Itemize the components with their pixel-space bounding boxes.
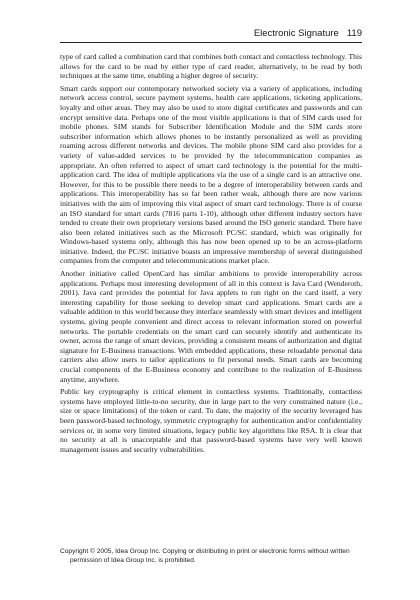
page-number: 119 — [346, 28, 362, 39]
running-title: Electronic Signature — [253, 28, 339, 39]
permission-line: permission of Idea Group Inc. is prohibited. — [70, 556, 196, 564]
paragraph-opencard-java-card: Another initiative called OpenCard has similar ambitions to provide interoperability across applications. Perhaps most interesting development of all in this context is Java Card (Wenderoth, 2001). Java card provides the potential for Java applets to run right on the card itself, a very interesting capability for those seeking to develop smart card applications. Smart cards are a valuable addition to this world because they interface seamlessly with smart devices and intelligent systems, giving people convenient and direct access to relevant information stored on powerful networks. The portable credentials on the smart card can securely identify and authenticate its owner, across the range of smart devices, providing a consistent means of authorization and digital signature for E-Business transactions. With embedded applications, these reloadable personal data carriers also allow users to tailor applications to fit personal needs. Smart cards are becoming crucial components of the E-Business economy and contribute to the realization of E-Business anytime, anywhere. — [60, 269, 362, 384]
header-rule — [60, 42, 362, 43]
paragraph-smart-card-applications: Smart cards support our contemporary networked society via a variety of applications, including network access control, secure payment systems, health care applications, ticketing applications, loyalty and other areas. They may also be used to store digital certificates and passwords and can encrypt sensitive data. Perhaps one of the most visible applications is that of SIM cards used for mobile phones. SIM stands for Subscriber Identification Module and the SIM cards store subscriber information which allows phones to be instantly personalized as well as providing roaming across different networks and devices. The mobile phone SIM card also provides for a variety of value-added services to be provided by the telecommunication companies as appropriate. An often referred to aspect of smart card technology is the potential for the multi-application card. The idea of multiple applications via the use of a single card is an attractive one. However, for this to be possible there needs to be a degree of interoperability between cards and applications. This interoperability has so far been rather weak, although there are now various initiatives with the aim of improving this vital aspect of smart card technology. There is of course an ISO standard for smart cards (7816 parts 1-10), although other different industry sectors have tended to create their own proprietary versions based around the ISO generic standard. There have also been related initiatives such as the Microsoft PC/SC standard, which was originally for Windows-based systems only, although this has now been opened up to be an across-platform initiative. Indeed, the PC/SC initiative boasts an impressive membership of several distinguished companies from the computer and telecommunications market place. — [60, 83, 362, 266]
body-text — [60, 52, 362, 457]
paragraph-combination-card: type of card called a combination card that combines both contact and contactless technology. This allows for the card to be read by either type of card reader, alternatively, to be read by both techniques at the same time, enabling a higher degree of security. — [60, 52, 362, 81]
paragraph-public-key-cryptography: Public key cryptography is critical element in contactless systems. Traditionally, contactless systems have employed little-to-no security, due in large part to the very constrained nature (i.e., size or space limitations) of the token or card. To date, the majority of the security leveraged has been password-based technology, symmetric cryptography for authentication and/or confidentiality services or, in some very limited situations, legacy public key algorithms like RSA. It is clear that no security at all is unacceptable and that password-based systems have very well known management issues and security vulnerabilities. — [60, 387, 362, 454]
copyright-footer — [60, 548, 362, 565]
copyright-line: Copyright © 2005, Idea Group Inc. Copying or distributing in print or electronic forms without written — [60, 548, 350, 555]
running-header — [60, 28, 362, 40]
